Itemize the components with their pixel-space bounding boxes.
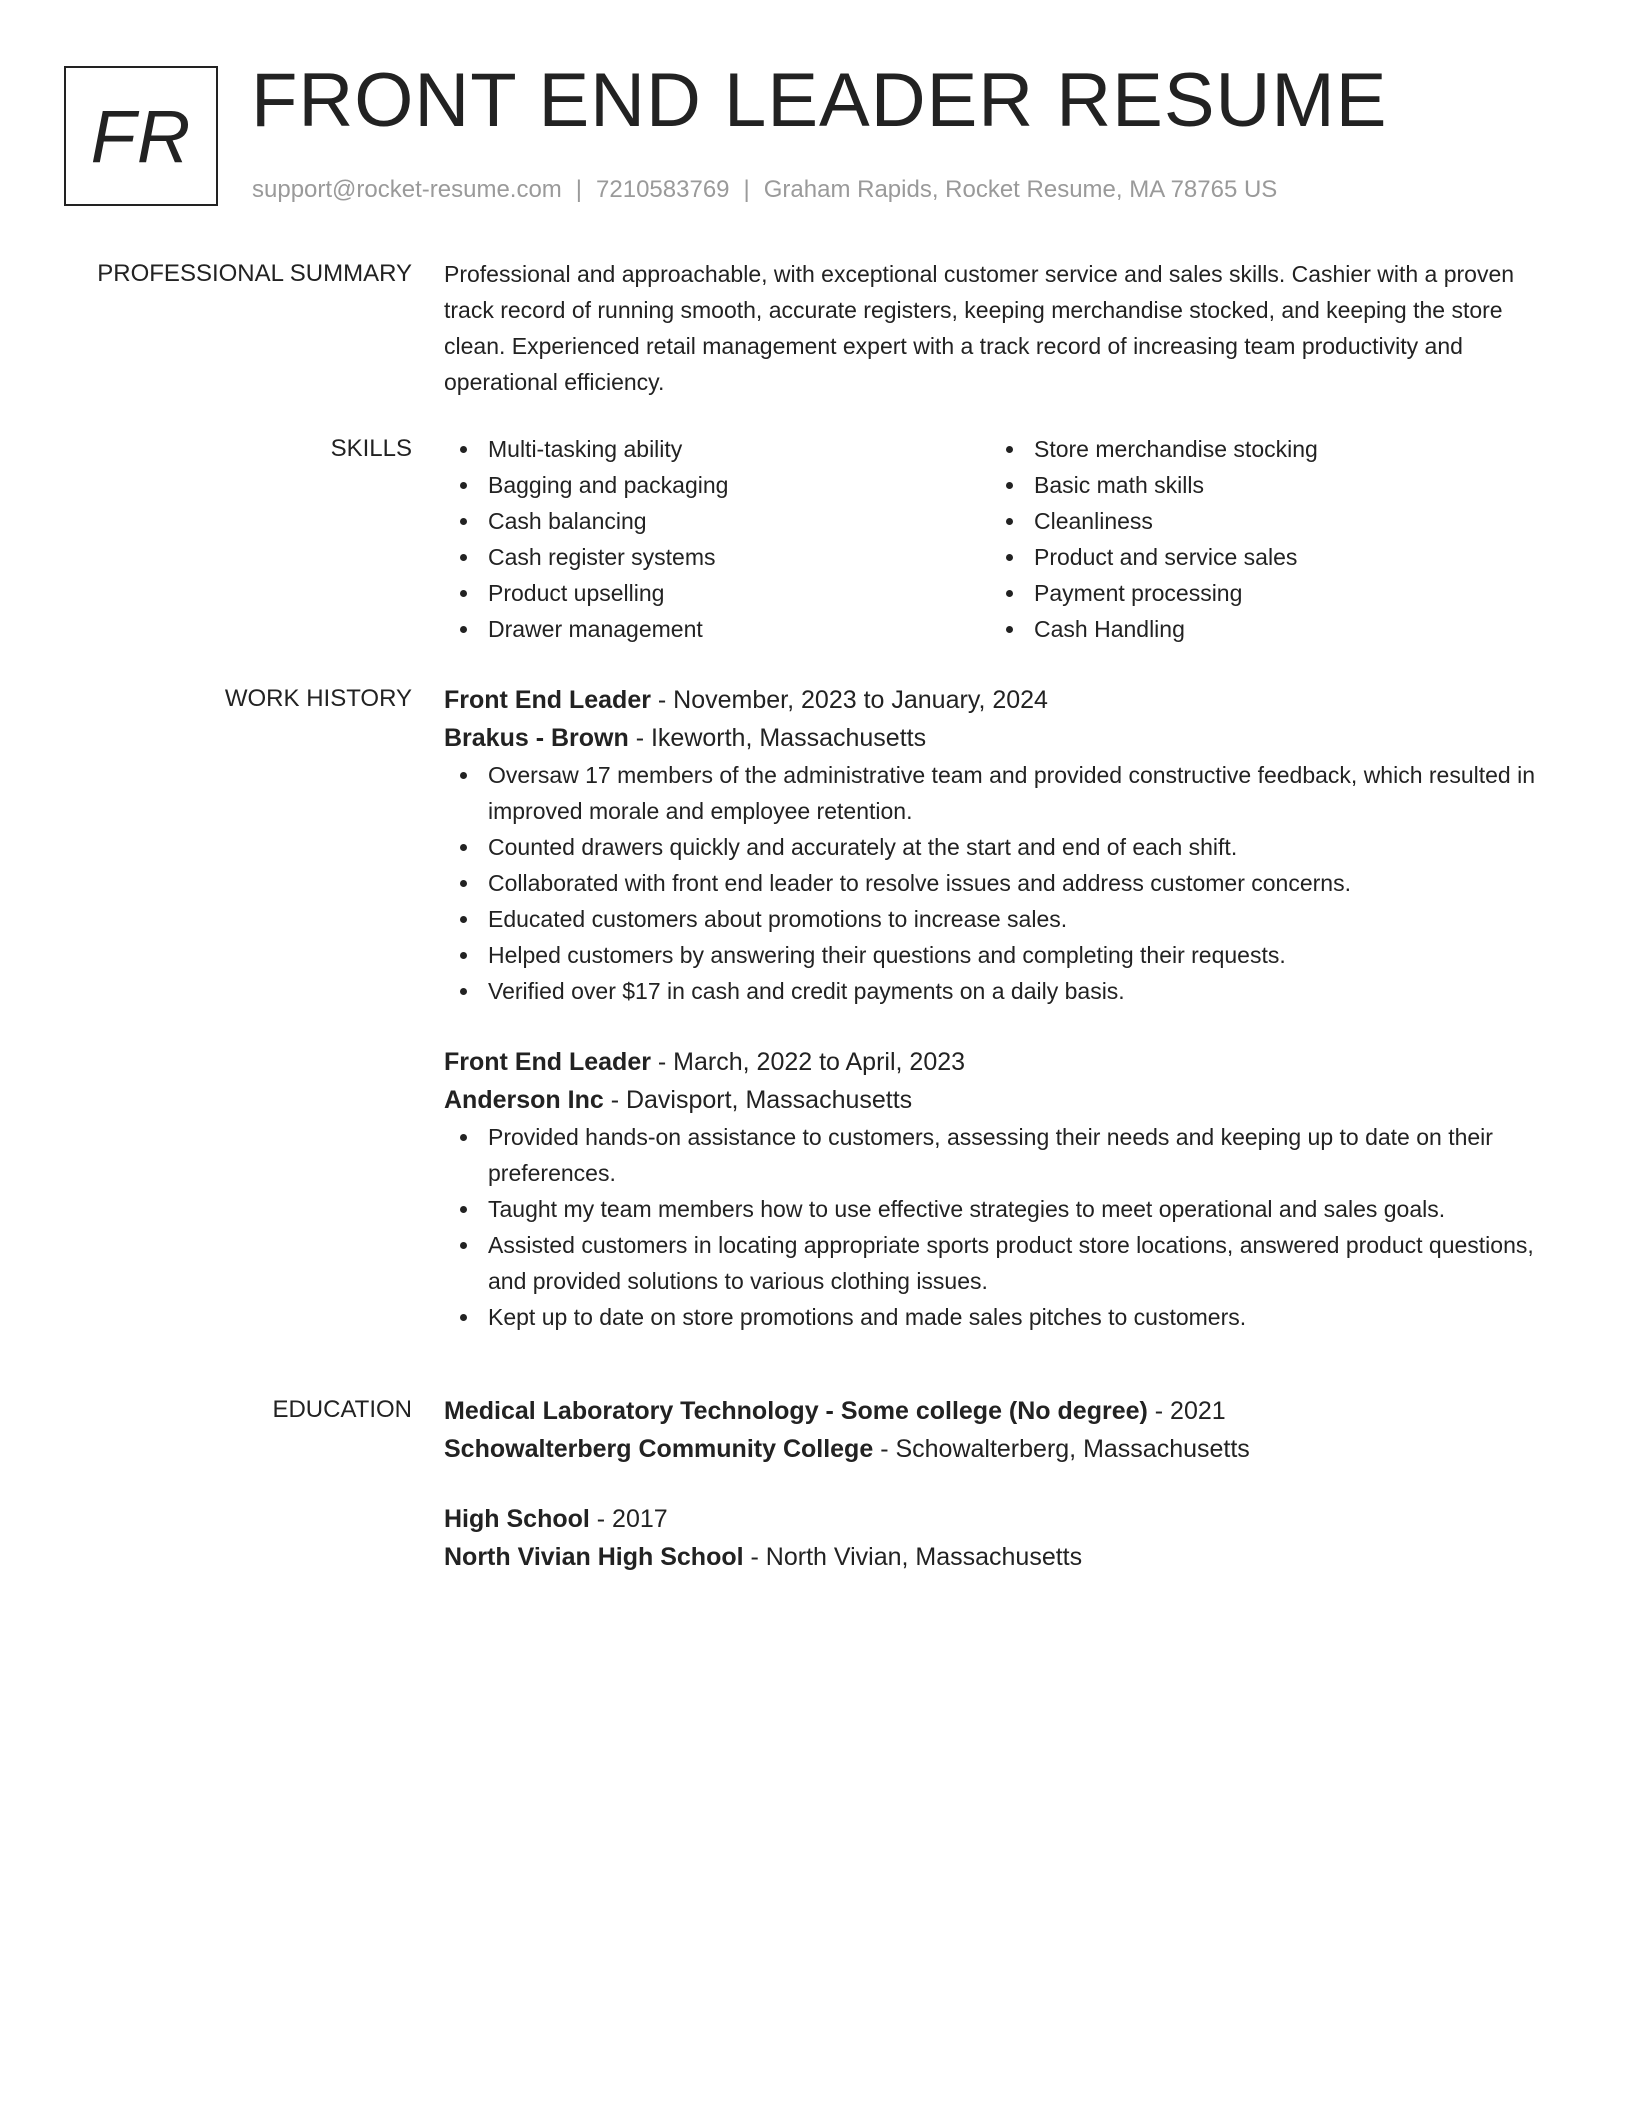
skill-item: Cash Handling [990, 611, 1536, 647]
job-bullet: Counted drawers quickly and accurately at the start and end of each shift. [444, 829, 1564, 865]
skill-item: Basic math skills [990, 467, 1536, 503]
skill-item: Multi-tasking ability [444, 431, 990, 467]
job-bullet: Taught my team members how to use effective strategies to meet operational and sales goals. [444, 1191, 1564, 1227]
summary-text: Professional and approachable, with exceptional customer service and sales skills. Cashier with a proven track record of running smooth, accurate registers, keeping merchandise stocked, and keeping the store clean. Experienced retail management expert with a track record of increasing team productivity and operational efficiency. [444, 261, 1515, 395]
education-degree-line [444, 1392, 1564, 1430]
skills-body [444, 431, 1564, 647]
job-entry [444, 1043, 1564, 1335]
contact-separator: | [743, 176, 750, 203]
education-year: - 2017 [589, 1505, 668, 1533]
contact-line [252, 174, 1277, 206]
skill-item: Product upselling [444, 575, 990, 611]
skills-column-left [444, 431, 990, 647]
job-bullets [444, 757, 1564, 1009]
skill-item: Cash balancing [444, 503, 990, 539]
job-dates: - March, 2022 to April, 2023 [650, 1048, 966, 1076]
skills-heading: SKILLS [330, 435, 412, 462]
skill-item: Drawer management [444, 611, 990, 647]
education-school: North Vivian High School [444, 1543, 744, 1571]
summary-body [444, 256, 1564, 400]
job-title-line [444, 681, 1564, 719]
contact-phone: 7210583769 [596, 176, 730, 203]
job-bullet: Collaborated with front end leader to resolve issues and address customer concerns. [444, 865, 1564, 901]
job-bullet: Provided hands-on assistance to customers, assessing their needs and keeping up to date on their preferences. [444, 1119, 1564, 1191]
monogram-box [64, 66, 218, 206]
job-bullets [444, 1119, 1564, 1335]
education-degree: High School [444, 1505, 590, 1533]
contact-email: support@rocket-resume.com [252, 176, 562, 203]
education-degree-line [444, 1500, 1564, 1538]
skill-item: Product and service sales [990, 539, 1536, 575]
summary-heading: PROFESSIONAL SUMMARY [97, 260, 412, 287]
education-location: - Schowalterberg, Massachusetts [873, 1435, 1250, 1463]
skill-item: Bagging and packaging [444, 467, 990, 503]
job-dates: - November, 2023 to January, 2024 [650, 686, 1048, 714]
job-location: - Ikeworth, Massachusetts [628, 724, 927, 752]
skill-item: Store merchandise stocking [990, 431, 1536, 467]
skill-item: Cash register systems [444, 539, 990, 575]
monogram-initials: FR [90, 94, 192, 178]
job-company-line [444, 1081, 1564, 1119]
job-location: - Davisport, Massachusetts [603, 1086, 913, 1114]
skill-item: Cleanliness [990, 503, 1536, 539]
education-school-line [444, 1538, 1564, 1576]
education-school-line [444, 1430, 1564, 1468]
education-school: Schowalterberg Community College [444, 1435, 874, 1463]
job-company: Brakus - Brown [444, 724, 629, 752]
job-bullet: Kept up to date on store promotions and made sales pitches to customers. [444, 1299, 1564, 1335]
work-history-body [444, 681, 1564, 1335]
education-entry [444, 1500, 1564, 1576]
job-title-line [444, 1043, 1564, 1081]
education-year: - 2021 [1147, 1397, 1226, 1425]
skills-grid [444, 431, 1564, 647]
resume-title: FRONT END LEADER RESUME [251, 58, 1388, 143]
job-bullet: Assisted customers in locating appropriate sports product store locations, answered product questions, and provided solutions to various clothing issues. [444, 1227, 1564, 1299]
job-title: Front End Leader [444, 686, 651, 714]
job-bullet: Verified over $17 in cash and credit payments on a daily basis. [444, 973, 1564, 1009]
job-bullet: Oversaw 17 members of the administrative team and provided constructive feedback, which resulted in improved morale and employee retention. [444, 757, 1564, 829]
job-company-line [444, 719, 1564, 757]
work-history-heading: WORK HISTORY [224, 685, 412, 712]
education-heading: EDUCATION [272, 1396, 412, 1423]
contact-separator: | [575, 176, 583, 203]
skills-column-right [990, 431, 1536, 647]
contact-address: Graham Rapids, Rocket Resume, MA 78765 US [763, 176, 1278, 203]
education-entry [444, 1392, 1564, 1468]
education-body [444, 1392, 1564, 1576]
job-bullet: Helped customers by answering their questions and completing their requests. [444, 937, 1564, 973]
education-location: - North Vivian, Massachusetts [743, 1543, 1083, 1571]
skill-item: Payment processing [990, 575, 1536, 611]
job-bullet: Educated customers about promotions to increase sales. [444, 901, 1564, 937]
job-entry [444, 681, 1564, 1009]
job-company: Anderson Inc [444, 1086, 604, 1114]
education-degree: Medical Laboratory Technology - Some college (No degree) [444, 1397, 1148, 1425]
job-title: Front End Leader [444, 1048, 651, 1076]
